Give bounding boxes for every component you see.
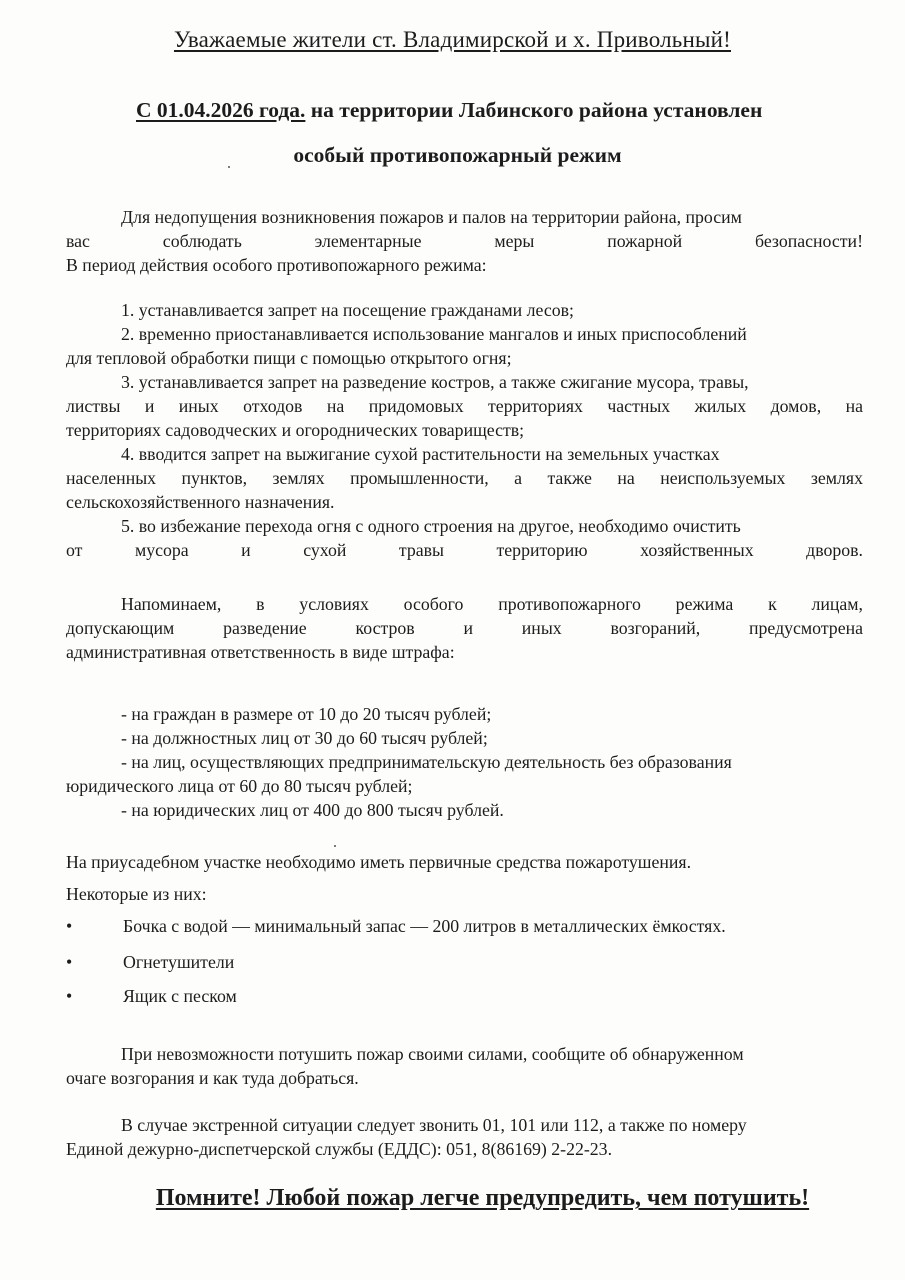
- measures-list: [66, 298, 863, 562]
- report-line-2: очаге возгорания и как туда добраться.: [66, 1068, 359, 1088]
- equipment-some: Некоторые из них:: [66, 884, 207, 904]
- scan-speck: [228, 166, 230, 168]
- emergency-line-1: В случае экстренной ситуации следует звонить 01, 101 или 112, а также по номеру: [121, 1115, 747, 1135]
- equipment-item-extinguishers: Огнетушители: [123, 952, 235, 972]
- measure-2-line-1: 2. временно приостанавливается использование мангалов и иных приспособлений: [121, 324, 747, 344]
- emergency-paragraph: [66, 1113, 863, 1161]
- reminder-line-2: допускающим разведение костров и иных возгораний, предусмотрена: [66, 618, 863, 638]
- report-paragraph: [66, 1042, 863, 1090]
- equipment-item-sand-box: Ящик с песком: [123, 986, 237, 1006]
- headline-date: С 01.04.2026 года.: [136, 98, 306, 122]
- measure-2-line-2: для тепловой обработки пищи с помощью открытого огня;: [66, 348, 512, 368]
- page-title: Уважаемые жители ст. Владимирской и х. Привольный!: [173, 27, 731, 52]
- measure-1: 1. устанавливается запрет на посещение гражданами лесов;: [121, 300, 574, 320]
- reminder-paragraph: [66, 592, 863, 664]
- bullet-icon: •: [66, 916, 73, 936]
- reminder-line-1: Напоминаем, в условиях особого противопожарного режима к лицам,: [121, 594, 863, 614]
- intro-line-2: вас соблюдать элементарные меры пожарной безопасности!: [66, 231, 863, 251]
- fine-entrepreneurs-line-1: - на лиц, осуществляющих предпринимательскую деятельность без образования: [121, 752, 732, 772]
- fine-entrepreneurs-line-2: юридического лица от 60 до 80 тысяч рублей;: [66, 776, 413, 796]
- intro-paragraph: [66, 205, 863, 277]
- headline-line-2: особый противопожарный режим: [293, 143, 622, 167]
- measure-4-line-1: 4. вводится запрет на выжигание сухой растительности на земельных участках: [121, 444, 720, 464]
- report-line-1: При невозможности потушить пожар своими силами, сообщите об обнаруженном: [121, 1044, 744, 1064]
- measure-5-line-1: 5. во избежание перехода огня с одного строения на другое, необходимо очистить: [121, 516, 741, 536]
- bullet-icon: •: [66, 952, 73, 972]
- equipment-intro: На приусадебном участке необходимо иметь первичные средства пожаротушения.: [66, 852, 692, 872]
- intro-line-1: Для недопущения возникновения пожаров и палов на территории района, просим: [121, 207, 742, 227]
- footer-slogan: Помните! Любой пожар легче предупредить, чем потушить!: [155, 1185, 810, 1211]
- fine-legal-entities: - на юридических лиц от 400 до 800 тысяч рублей.: [121, 800, 504, 820]
- intro-line-3: В период действия особого противопожарного режима:: [66, 255, 487, 275]
- fine-citizens: - на граждан в размере от 10 до 20 тысяч рублей;: [121, 704, 492, 724]
- reminder-line-3: административная ответственность в виде штрафа:: [66, 642, 455, 662]
- measure-3-line-3: территориях садоводческих и огороднических товариществ;: [66, 420, 525, 440]
- fine-officials: - на должностных лиц от 30 до 60 тысяч рублей;: [121, 728, 488, 748]
- measure-4-line-3: сельскохозяйственного назначения.: [66, 492, 335, 512]
- headline-line-1: [136, 98, 762, 123]
- fines-list: [66, 702, 863, 822]
- bullet-icon: •: [66, 986, 73, 1006]
- headline-rest: на территории Лабинского района установлен: [310, 98, 763, 122]
- emergency-line-2: Единой дежурно-диспетчерской службы (ЕДДС): 051, 8(86169) 2-22-23.: [66, 1139, 613, 1159]
- equipment-item-barrel: Бочка с водой — минимальный запас — 200 литров в металлических ёмкостях.: [123, 916, 726, 936]
- scan-speck: [334, 845, 337, 848]
- measure-3-line-2: листвы и иных отходов на придомовых территориях частных жилых домов, на: [66, 396, 863, 416]
- measure-3-line-1: 3. устанавливается запрет на разведение костров, а также сжигание мусора, травы,: [121, 372, 749, 392]
- measure-4-line-2: населенных пунктов, землях промышленности, а также на неиспользуемых землях: [66, 468, 863, 488]
- measure-5-line-2: от мусора и сухой травы территорию хозяйственных дворов.: [66, 540, 863, 560]
